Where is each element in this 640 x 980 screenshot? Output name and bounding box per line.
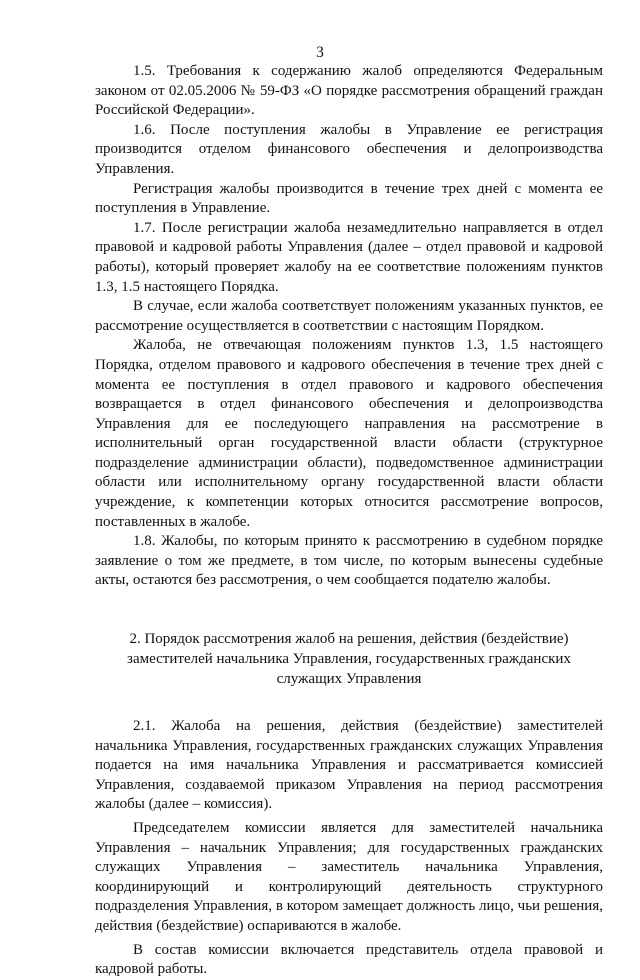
paragraph-1-5: 1.5. Требования к содержанию жалоб определяются Федеральным законом от 02.05.2006 № 59-ФЗ «О порядке рассмотрения обращений граждан Российской Федерации». xyxy=(95,63,603,119)
paragraph-1-7: 1.7. После регистрации жалоба незамедлительно направляется в отдел правовой и кадровой работы Управления (далее – отдел правовой и кадровой работы), который проверяет жалобу на ее соответствие положениям пунктов 1.3, 1.5 настоящего Порядка. xyxy=(95,219,603,295)
section-heading: 2. Порядок рассмотрения жалоб на решения, действия (бездействие) заместителей начальника Управления, государственных гражданских служащих Управления xyxy=(127,631,571,688)
paragraph-1-6: 1.6. После поступления жалобы в Управление ее регистрация производится отделом финансового обеспечения и делопроизводства Управления. xyxy=(95,121,603,177)
paragraph-registration: Регистрация жалобы производится в течение трех дней с момента ее поступления в Управление. xyxy=(95,180,603,217)
document-body xyxy=(95,62,603,980)
paragraph-1-8: 1.8. Жалобы, по которым принято к рассмотрению в судебном порядке заявление о том же предмете, в том числе, по которым вынесены судебные акты, остаются без рассмотрения, о чем сообщается подателю жалобы. xyxy=(95,533,603,589)
page-number: 3 xyxy=(316,44,324,61)
paragraph-commission-members: В состав комиссии включается представитель отдела правовой и кадровой работы. xyxy=(95,941,603,978)
paragraph-compliance: В случае, если жалоба соответствует положениям указанных пунктов, ее рассмотрение осуществляется в соответствии с настоящим Порядком. xyxy=(95,298,603,334)
paragraph-noncompliance: Жалоба, не отвечающая положениям пунктов 1.3, 1.5 настоящего Порядка, отделом правового и кадрового обеспечения в течение трех дней с момента ее поступления в отдел правового и кадрового обеспечения возвращается в отдел финансового обеспечения и делопроизводства Управления для ее последующего направления на рассмотрение в исполнительный орган государственной власти области (структурное подразделение администрации области), подведомственное администрации области или исполнительному органу государственной власти области учреждение, к компетенции которых относится рассмотрение вопросов, поставленных в жалобе. xyxy=(95,337,603,530)
paragraph-2-1: 2.1. Жалоба на решения, действия (бездействие) заместителей начальника Управления, государственных гражданских служащих Управления подается на имя начальника Управления и рассматривается комиссией Управления, создаваемой приказом Управления на период рассмотрения жалобы (далее – комиссия). xyxy=(95,718,603,813)
paragraph-chairman: Председателем комиссии является для заместителей начальника Управления – начальник Управления; для государственных гражданских служащих Управления – заместитель начальника Управления, координирующий и контролирующий деятельность структурного подразделения Управления, в котором замещает должность лицо, чьи решения, действия (бездействие) оспариваются в жалобе. xyxy=(95,820,603,934)
